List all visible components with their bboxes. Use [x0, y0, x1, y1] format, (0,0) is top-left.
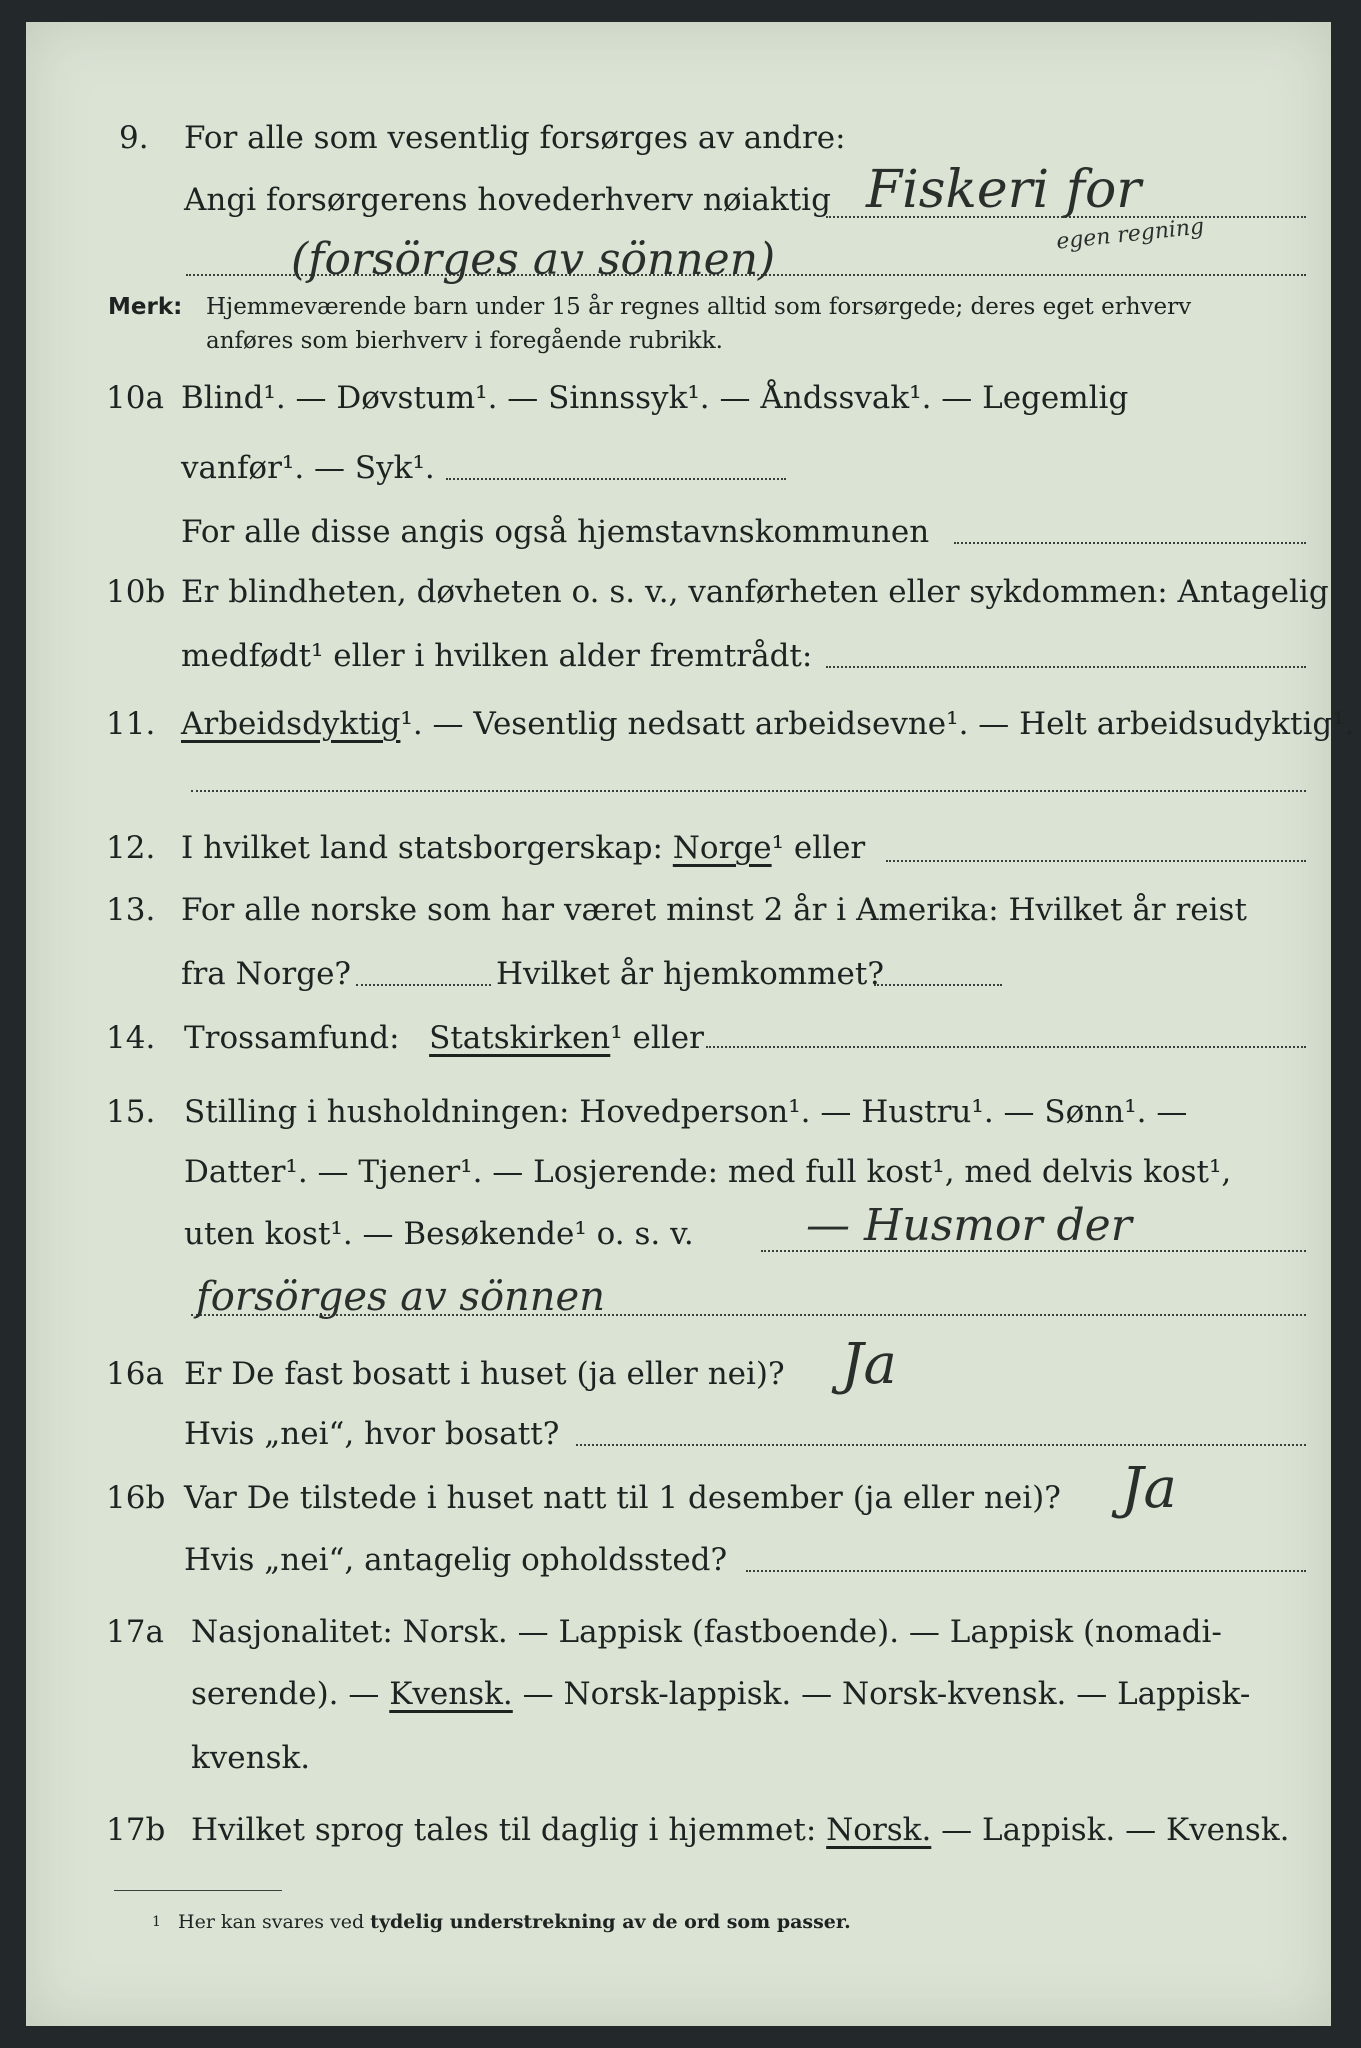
- q14-line: [184, 1018, 704, 1058]
- q16b-line1: Var De tilstede i huset natt til 1 desember (ja eller nei)?: [184, 1480, 1061, 1516]
- q17b-line: [191, 1810, 1289, 1850]
- q10a-line2: vanfør¹. — Syk¹.: [181, 450, 435, 486]
- q10a-line3: For alle disse angis også hjemstavnskommunen: [181, 514, 930, 550]
- q14-number: 14.: [106, 1020, 156, 1056]
- q13-line1: For alle norske som har været minst 2 år i Amerika: Hvilket år reist: [181, 892, 1247, 928]
- q10b-line1: Er blindheten, døvheten o. s. v., vanførheten eller sykdommen: Antagelig: [181, 574, 1329, 610]
- q12-line: [181, 828, 865, 868]
- q10b-line2: medfødt¹ eller i hvilken alder fremtrådt:: [181, 638, 813, 674]
- q10b-age-line: [826, 666, 1306, 668]
- q13-number: 13.: [106, 892, 156, 928]
- q16a-line2: Hvis „nei“, hvor bosatt?: [184, 1416, 560, 1452]
- q12-answer-line: [886, 860, 1306, 862]
- q14-option-statskirken: Statskirken: [429, 1020, 611, 1056]
- q13-line2b: Hvilket år hjemkommet?: [496, 956, 884, 992]
- q14-post: ¹ eller: [610, 1020, 704, 1056]
- q10a-number: 10a: [106, 380, 164, 416]
- q15-line3: uten kost¹. — Besøkende¹ o. s. v.: [184, 1216, 694, 1252]
- q15-number: 15.: [106, 1094, 156, 1130]
- q16b-handwritten-answer: Ja: [1121, 1456, 1177, 1521]
- q14-answer-line: [706, 1046, 1306, 1048]
- merk-line2: anføres som bierhverv i foregående rubrikk.: [206, 328, 723, 354]
- q9-line2: Angi forsørgerens hovederhverv nøiaktig: [184, 182, 831, 218]
- q9-handwritten-supported-by: (forsörges av sönnen): [291, 234, 776, 285]
- q10b-number: 10b: [106, 574, 166, 610]
- q17a-line3: kvensk.: [191, 1740, 311, 1776]
- q17a-option-kvensk: Kvensk.: [389, 1676, 513, 1712]
- q10a-sick-line: [446, 478, 786, 480]
- q17a-line2: [191, 1674, 1250, 1714]
- footnote-text: [178, 1910, 851, 1934]
- q17b-question: Hvilket sprog tales til daglig i hjemmet:: [191, 1812, 817, 1848]
- q17a-line2-pre: serende). —: [191, 1676, 380, 1712]
- q15-handwritten-note: forsörges av sönnen: [196, 1274, 605, 1320]
- q9-handwritten-occupation: Fiskeri for: [866, 160, 1142, 220]
- q10a-municipality-line: [954, 542, 1306, 544]
- q13-returned-line: [874, 984, 1002, 986]
- q12-option-norge: Norge: [672, 830, 772, 866]
- q16b-number: 16b: [106, 1480, 166, 1516]
- q9-line1: For alle som vesentlig forsørges av andre:: [184, 120, 846, 156]
- footnote-pre: Her kan svares ved: [178, 1911, 365, 1933]
- q17a-line1: Nasjonalitet: Norsk. — Lappisk (fastboende). — Lappisk (nomadi-: [191, 1614, 1222, 1650]
- q14-question: Trossamfund:: [184, 1020, 400, 1056]
- q16a-line1: Er De fast bosatt i huset (ja eller nei)?: [184, 1356, 785, 1392]
- q11-number: 11.: [106, 706, 156, 742]
- q11-line: [181, 704, 1355, 744]
- q13-line2a: fra Norge?: [181, 956, 352, 992]
- q9-number: 9.: [119, 120, 149, 156]
- q15-handwritten-role: — Husmor der: [806, 1200, 1132, 1251]
- q9-handwritten-note: egen regning: [1055, 214, 1206, 255]
- q10a-line1: Blind¹. — Døvstum¹. — Sinnssyk¹. — Åndssvak¹. — Legemlig: [181, 380, 1129, 416]
- census-form-page: [26, 22, 1355, 2026]
- q13-emigrated-line: [356, 984, 491, 986]
- q11-option-arbeidsdyktig: Arbeidsdyktig: [181, 706, 401, 742]
- q17a-line2-post: — Norsk-lappisk. — Norsk-kvensk. — Lappisk-: [522, 1676, 1251, 1712]
- merk-label: Merk:: [108, 294, 183, 320]
- q15-line2: Datter¹. — Tjener¹. — Losjerende: med full kost¹, med delvis kost¹,: [184, 1154, 1232, 1190]
- q16a-number: 16a: [106, 1356, 164, 1392]
- q16a-residence-line: [576, 1444, 1306, 1446]
- q17b-post: — Lappisk. — Kvensk.: [941, 1812, 1290, 1848]
- q17b-number: 17b: [106, 1812, 166, 1848]
- q16a-handwritten-answer: Ja: [841, 1332, 897, 1397]
- q17a-number: 17a: [106, 1614, 164, 1650]
- merk-line1: Hjemmeværende barn under 15 år regnes alltid som forsørgede; deres eget erhverv: [206, 294, 1192, 320]
- q12-post: ¹ eller: [771, 830, 866, 866]
- footnote-bold: tydelig understrekning av de ord som passer.: [370, 1911, 851, 1933]
- q17b-option-norsk: Norsk.: [826, 1812, 932, 1848]
- q11-rest: ¹. — Vesentlig nedsatt arbeidsevne¹. — Helt arbeidsudyktig¹.: [400, 706, 1355, 742]
- q12-question: I hvilket land statsborgerskap:: [181, 830, 663, 866]
- footnote-rule: [114, 1890, 282, 1891]
- q16b-line2: Hvis „nei“, antagelig opholdssted?: [184, 1542, 728, 1578]
- q12-number: 12.: [106, 830, 156, 866]
- q16b-location-line: [746, 1570, 1306, 1572]
- q15-line1: Stilling i husholdningen: Hovedperson¹. — Hustru¹. — Sønn¹. —: [184, 1094, 1188, 1130]
- q11-answer-line: [191, 790, 1306, 792]
- footnote-mark: 1: [152, 1914, 161, 1930]
